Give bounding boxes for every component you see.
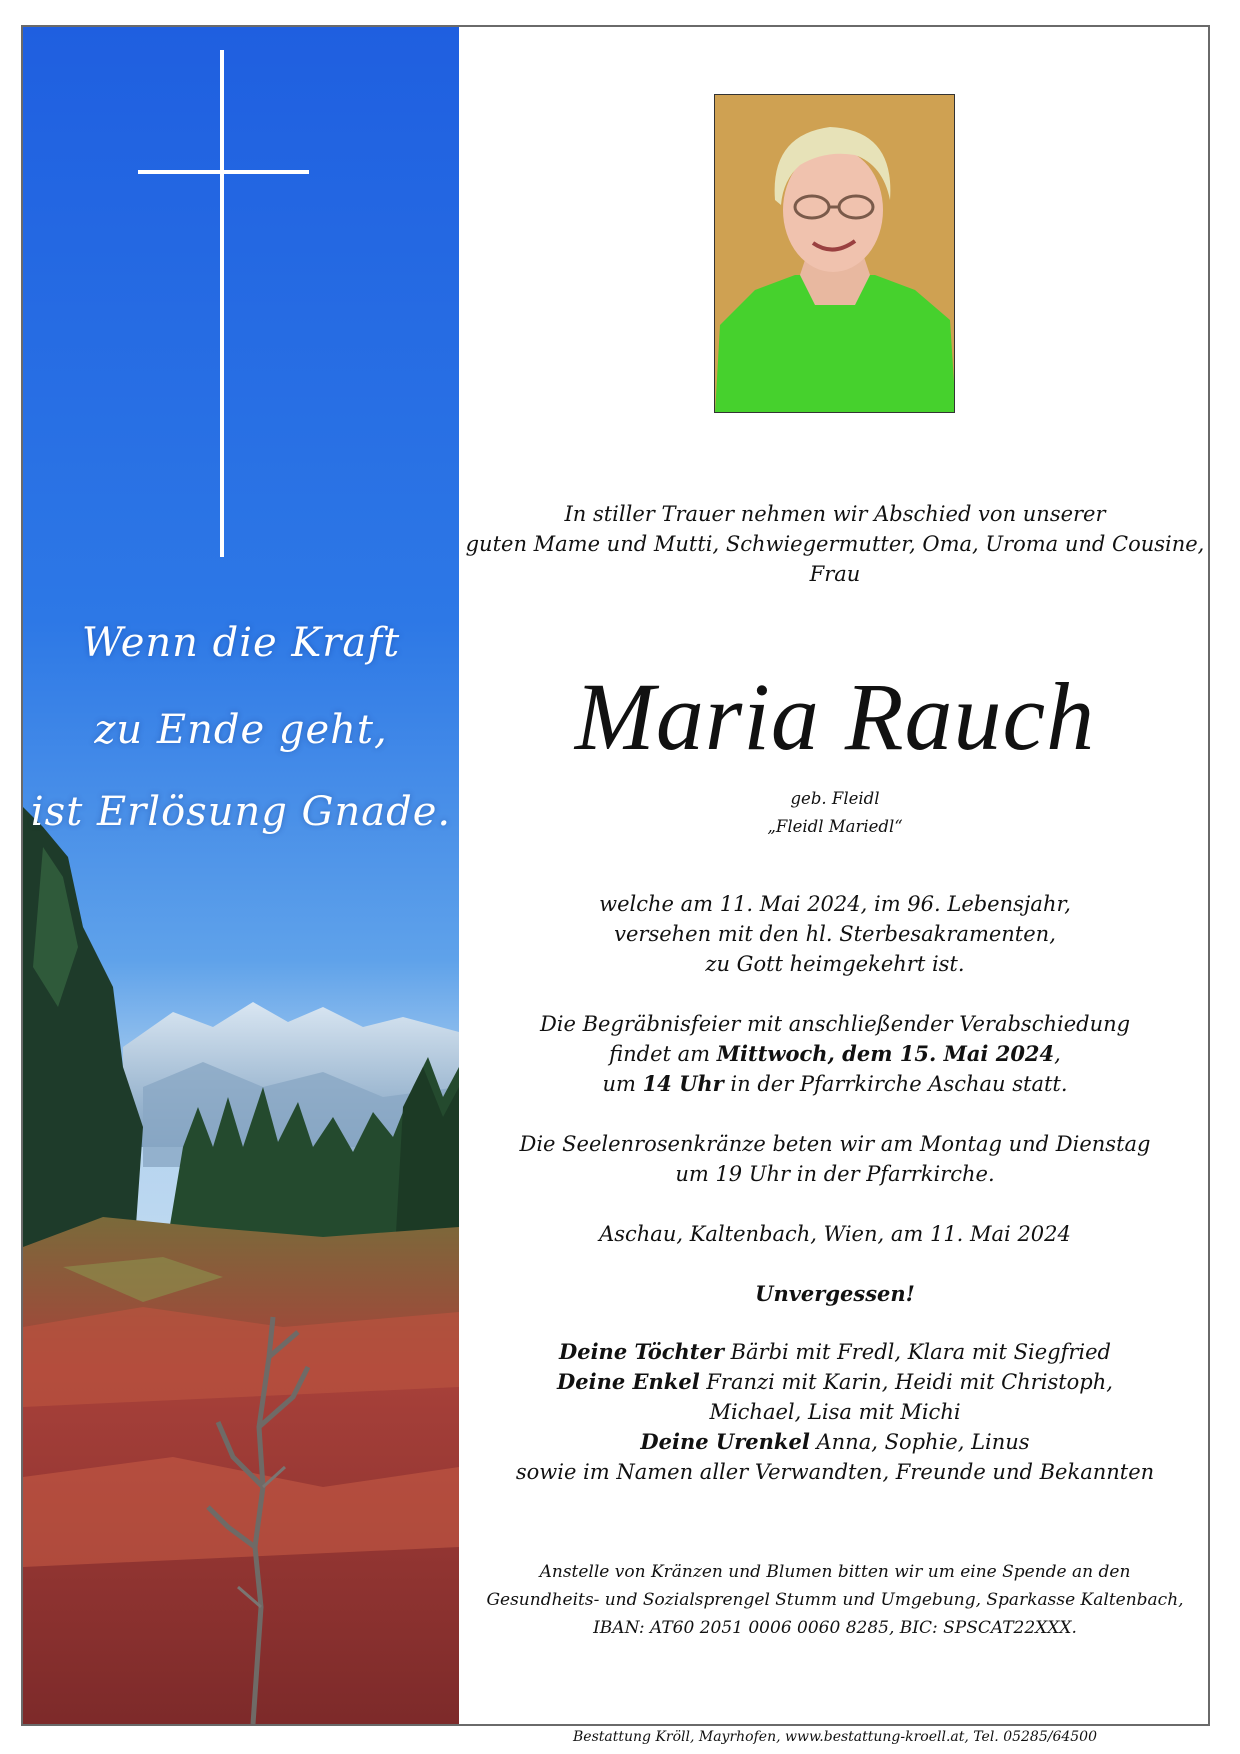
intro-line-3: Frau [809,562,861,586]
death-notice [462,889,1208,979]
quote-line-1: Wenn die Kraft [81,620,401,666]
intro-line-1: In stiller Trauer nehmen wir Abschied von unserer [564,502,1106,526]
others-line: sowie im Namen aller Verwandten, Freunde und Bekannten [515,1460,1155,1484]
intro-text [462,499,1208,589]
rosary-line-1: Die Seelenrosenkränze beten wir am Montag und Dienstag [519,1132,1151,1156]
quote-line-2: zu Ende geht, [94,707,388,753]
quote-line-3: ist Erlösung Gnade. [30,789,452,835]
donation-notice [462,1558,1208,1642]
family-list [462,1337,1208,1487]
grandchildren-line-2: Michael, Lisa mit Michi [709,1400,961,1424]
funeral-time: 14 Uhr [642,1071,724,1096]
funeral-line-3: um 14 Uhr in der Pfarrkirche Aschau statt. [602,1071,1068,1096]
funeral-line-2: findet am Mittwoch, dem 15. Mai 2024, [609,1041,1061,1066]
grandchildren-line: Deine Enkel Franzi mit Karin, Heidi mit Christoph, [557,1369,1113,1394]
intro-line-2: guten Mame und Mutti, Schwiegermutter, Oma, Uroma und Cousine, [465,532,1205,556]
death-line-2: versehen mit den hl. Sterbesakramenten, [614,922,1056,946]
rosary-info [462,1129,1208,1189]
rosary-line-2: um 19 Uhr in der Pfarrkirche. [675,1162,995,1186]
daughters-line: Deine Töchter Bärbi mit Fredl, Klara mit Siegfried [559,1339,1111,1364]
birth-name-block [462,785,1208,841]
death-line-3: zu Gott heimgekehrt ist. [705,952,965,976]
great-grandchildren-line: Deine Urenkel Anna, Sophie, Linus [640,1429,1030,1454]
unforgotten: Unvergessen! [755,1281,915,1306]
portrait-photo [714,94,955,413]
undertaker-footer: Bestattung Kröll, Mayrhofen, www.bestattung-kroell.at, Tel. 05285/64500 [573,1729,1097,1745]
deceased-name: Maria Rauch [574,663,1096,770]
place-date: Aschau, Kaltenbach, Wien, am 11. Mai 2024 [599,1222,1071,1246]
funeral-line-1: Die Begräbnisfeier mit anschließender Verabschiedung [539,1012,1131,1036]
funeral-date: Mittwoch, dem 15. Mai 2024 [716,1041,1055,1066]
cross-icon [23,27,459,587]
landscape-panel [23,27,459,1724]
donation-line-3: IBAN: AT60 2051 0006 0060 8285, BIC: SPSCAT22XXX. [593,1618,1077,1638]
nickname: „Fleidl Mariedl“ [767,817,903,836]
donation-line-2: Gesundheits- und Sozialsprengel Stumm und Umgebung, Sparkasse Kaltenbach, [486,1590,1184,1610]
obituary-content [462,27,1208,1745]
birth-name: geb. Fleidl [790,789,880,808]
death-line-1: welche am 11. Mai 2024, im 96. Lebensjahr, [599,892,1071,916]
funeral-info [462,1009,1208,1099]
donation-line-1: Anstelle von Kränzen und Blumen bitten wir um eine Spende an den [539,1562,1131,1582]
